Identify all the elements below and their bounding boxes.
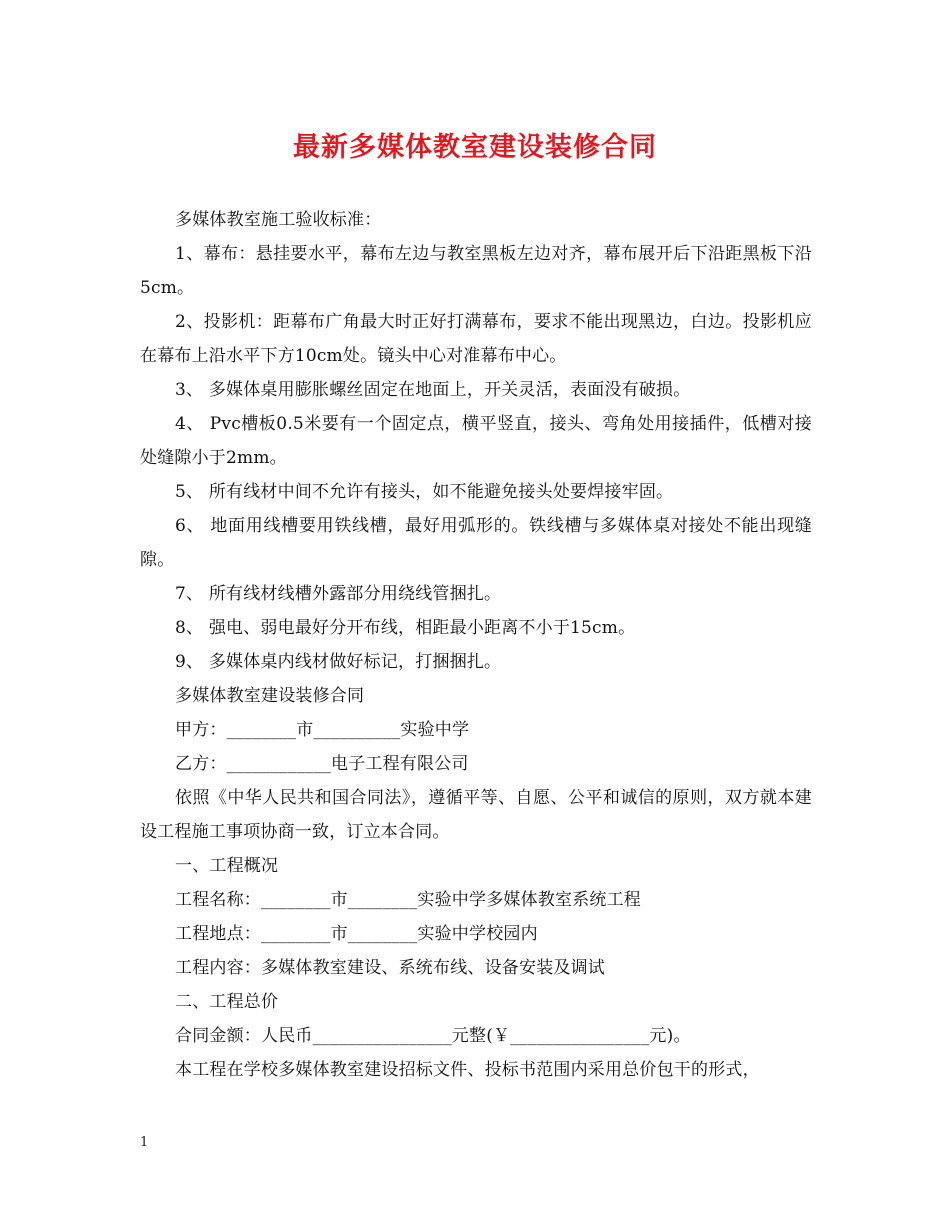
paragraph-item-7: 7、 所有线材线槽外露部分用绕线管捆扎。	[175, 584, 502, 604]
page-title: 最新多媒体教室建设装修合同	[293, 132, 657, 163]
paragraph-item-4: 4、 Pvc槽板0.5米要有一个固定点，横平竖直，接头、弯角处用接插件，低槽对接处缝隙小于2mm。	[140, 414, 812, 468]
paragraph-item-8: 8、 强电、弱电最好分开布线，相距最小距离不小于15cm。	[175, 618, 636, 638]
paragraph-party-b: 乙方：____________电子工程有限公司	[175, 754, 469, 774]
paragraph-item-5: 5、 所有线材中间不允许有接头，如不能避免接头处要焊接牢固。	[175, 482, 674, 502]
paragraph-item-1: 1、幕布：悬挂要水平，幕布左边与教室黑板左边对齐，幕布展开后下沿距黑板下沿5cm。	[140, 244, 812, 298]
document-body	[140, 203, 812, 1087]
page-number: 1	[140, 1135, 149, 1150]
paragraph-contract-heading: 多媒体教室建设装修合同	[175, 686, 365, 706]
paragraph-item-3: 3、 多媒体桌用膨胀螺丝固定在地面上，开关灵活，表面没有破损。	[175, 380, 691, 400]
section-heading-total-price: 二、工程总价	[175, 992, 279, 1012]
paragraph-legal-basis: 依照《中华人民共和国合同法》，遵循平等、自愿、公平和诚信的原则，双方就本建设工程施工事项协商一致，订立本合同。	[140, 788, 812, 842]
section-heading-overview: 一、工程概况	[175, 856, 279, 876]
paragraph-project-name: 工程名称：________市________实验中学多媒体教室系统工程	[175, 890, 641, 910]
paragraph-contract-amount: 合同金额：人民币________________元整(￥________________元)。	[175, 1026, 691, 1046]
paragraph-project-location: 工程地点：________市________实验中学校园内	[175, 924, 538, 944]
paragraph-item-9: 9、 多媒体桌内线材做好标记，打捆捆扎。	[175, 652, 502, 672]
paragraph-acceptance-heading: 多媒体教室施工验收标准：	[175, 210, 382, 230]
paragraph-item-6: 6、 地面用线槽要用铁线槽，最好用弧形的。铁线槽与多媒体桌对接处不能出现缝隙。	[140, 516, 812, 570]
paragraph-item-2: 2、投影机：距幕布广角最大时正好打满幕布，要求不能出现黑边，白边。投影机应在幕布上沿水平下方10cm处。镜头中心对准幕布中心。	[140, 312, 812, 366]
paragraph-pricing-form: 本工程在学校多媒体教室建设招标文件、投标书范围内采用总价包干的形式，	[175, 1060, 760, 1080]
paragraph-party-a: 甲方：________市__________实验中学	[175, 720, 470, 740]
paragraph-project-content: 工程内容：多媒体教室建设、系统布线、设备安装及调试	[175, 958, 605, 978]
